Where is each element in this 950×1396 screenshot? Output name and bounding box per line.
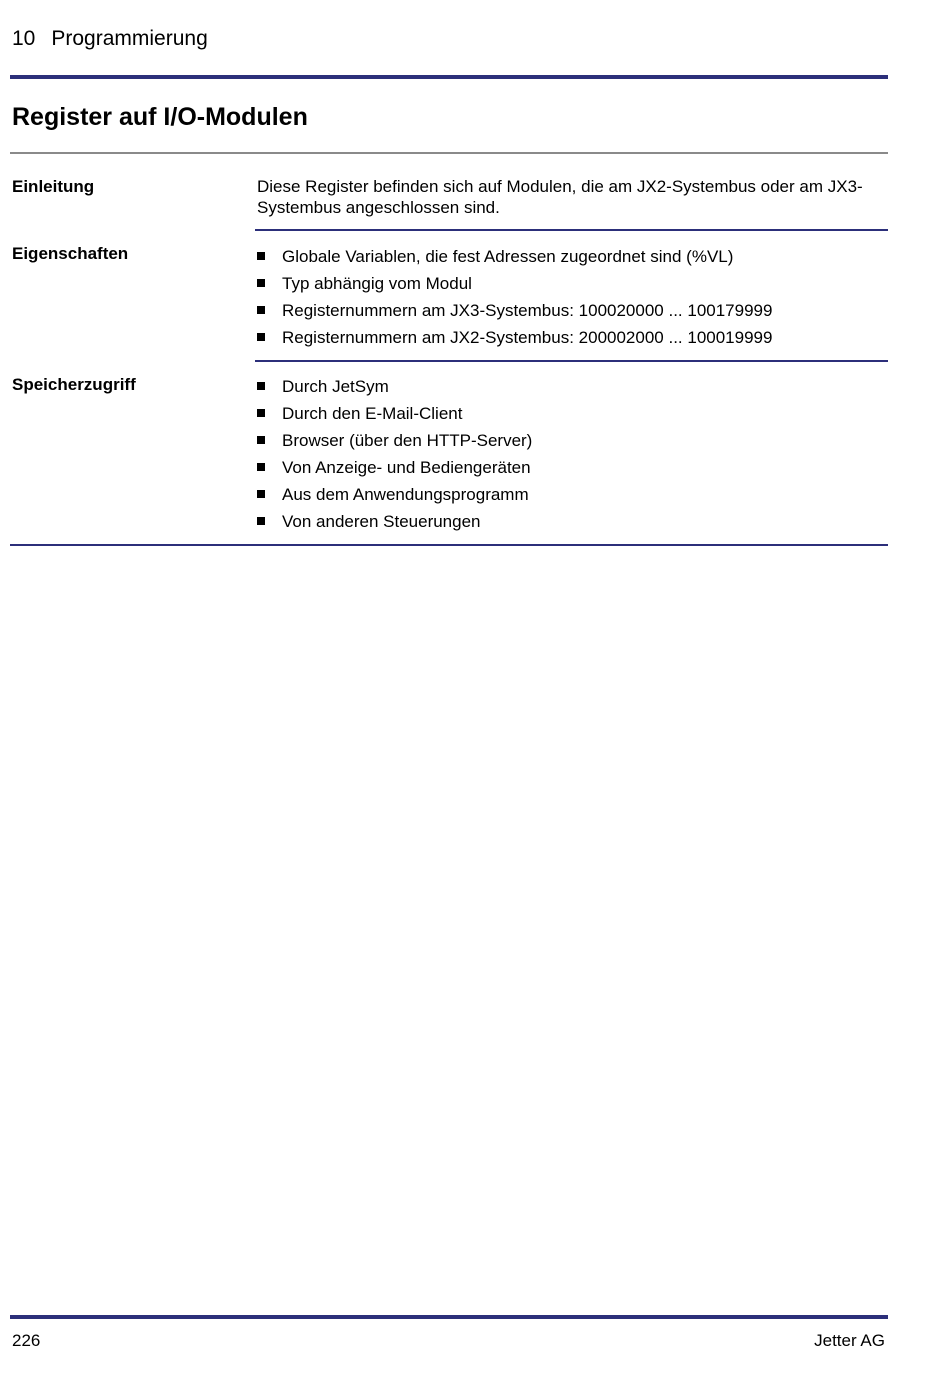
- list-item: Durch den E-Mail-Client: [257, 403, 532, 430]
- bullet-square-icon: [257, 436, 265, 444]
- bullet-square-icon: [257, 333, 265, 341]
- bullet-square-icon: [257, 463, 265, 471]
- chapter-number: 10: [12, 27, 36, 50]
- bullet-square-icon: [257, 306, 265, 314]
- title-rule: [10, 152, 888, 154]
- list-item: Typ abhängig vom Modul: [257, 273, 772, 300]
- bullet-square-icon: [257, 490, 265, 498]
- intro-divider: [255, 229, 888, 231]
- memory-access-label: Speicherzugriff: [12, 375, 136, 394]
- intro-text: Diese Register befinden sich auf Modulen, die am JX2-Systembus oder am JX3-Systembus angeschlossen sind.: [257, 177, 863, 217]
- bullet-square-icon: [257, 382, 265, 390]
- bullet-square-icon: [257, 517, 265, 525]
- header-rule: [10, 75, 888, 79]
- intro-label: Einleitung: [12, 177, 95, 196]
- footer-rule: [10, 1315, 888, 1319]
- list-item: Registernummern am JX3-Systembus: 100020000 ... 100179999: [257, 300, 772, 327]
- properties-divider: [255, 360, 888, 362]
- list-item: Globale Variablen, die fest Adressen zugeordnet sind (%VL): [257, 246, 772, 273]
- list-item: Von Anzeige- und Bediengeräten: [257, 457, 532, 484]
- list-item: Von anderen Steuerungen: [257, 511, 532, 538]
- section-end-rule: [10, 544, 888, 546]
- properties-list: [257, 246, 772, 354]
- bullet-square-icon: [257, 409, 265, 417]
- list-item: Registernummern am JX2-Systembus: 200002000 ... 100019999: [257, 327, 772, 354]
- page-number: 226: [12, 1331, 41, 1350]
- bullet-square-icon: [257, 252, 265, 260]
- list-item: Aus dem Anwendungsprogramm: [257, 484, 532, 511]
- chapter-title: Programmierung: [51, 27, 208, 50]
- bullet-square-icon: [257, 279, 265, 287]
- list-item: Durch JetSym: [257, 376, 532, 403]
- memory-access-list: [257, 376, 532, 538]
- running-header: [12, 27, 208, 51]
- properties-label: Eigenschaften: [12, 244, 129, 263]
- section-title: Register auf I/O-Modulen: [12, 103, 308, 131]
- list-item: Browser (über den HTTP-Server): [257, 430, 532, 457]
- company-name: Jetter AG: [814, 1331, 885, 1350]
